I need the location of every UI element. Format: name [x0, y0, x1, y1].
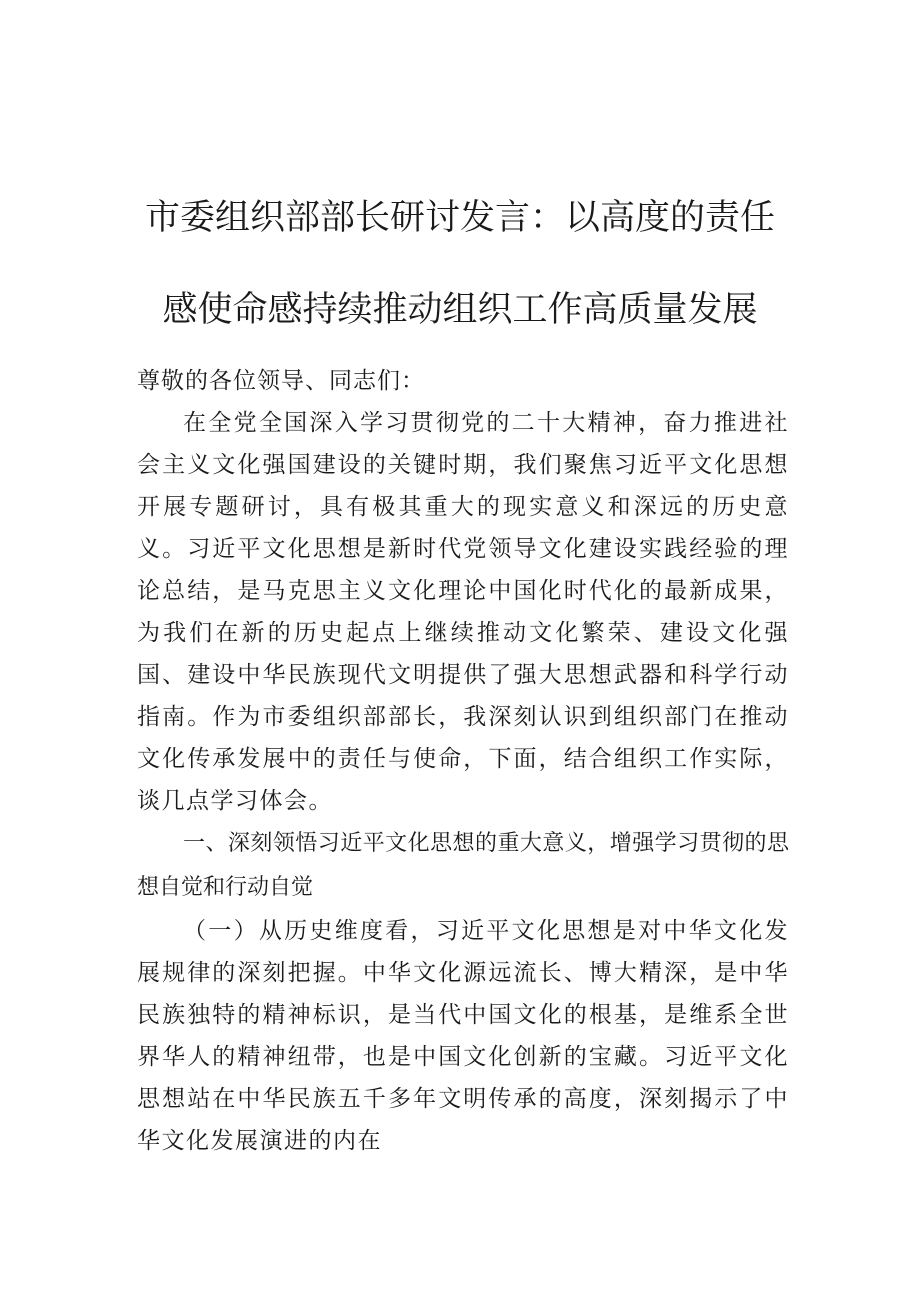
document-title: [110, 172, 810, 356]
section-1-paragraph-1: （一）从历史维度看，习近平文化思想是对中华文化发展规律的深刻把握。中华文化源远流长、博大精深，是中华民族独特的精神标识，是当代中国文化的根基，是维系全世界华人的精神纽带，也是中国文化创新的宝藏。习近平文化思想站在中华民族五千多年文明传承的高度，深刻揭示了中华文化发展演进的内在: [137, 918, 789, 1154]
title-line-1: 市委组织部部长研讨发言：以高度的责任: [144, 198, 775, 238]
document-body: [137, 360, 789, 1162]
intro-paragraph: 在全党全国深入学习贯彻党的二十大精神，奋力推进社会主义文化强国建设的关键时期，我们聚焦习近平文化思想开展专题研讨，具有极其重大的现实意义和深远的历史意义。习近平文化思想是新时代党领导文化建设实践经验的理论总结，是马克思主义文化理论中国化时代化的最新成果，为我们在新的历史起点上继续推动文化繁荣、建设文化强国、建设中华民族现代文明提供了强大思想武器和科学行动指南。作为市委组织部部长，我深刻认识到组织部门在推动文化传承发展中的责任与使命，下面，结合组织工作实际，谈几点学习体会。: [137, 410, 789, 814]
title-line-2: 感使命感持续推动组织工作高质量发展: [162, 290, 758, 330]
section-heading-1: 一、深刻领悟习近平文化思想的重大意义，增强学习贯彻的思想自觉和行动自觉: [137, 831, 789, 900]
salutation: 尊敬的各位领导、同志们：: [137, 368, 425, 394]
